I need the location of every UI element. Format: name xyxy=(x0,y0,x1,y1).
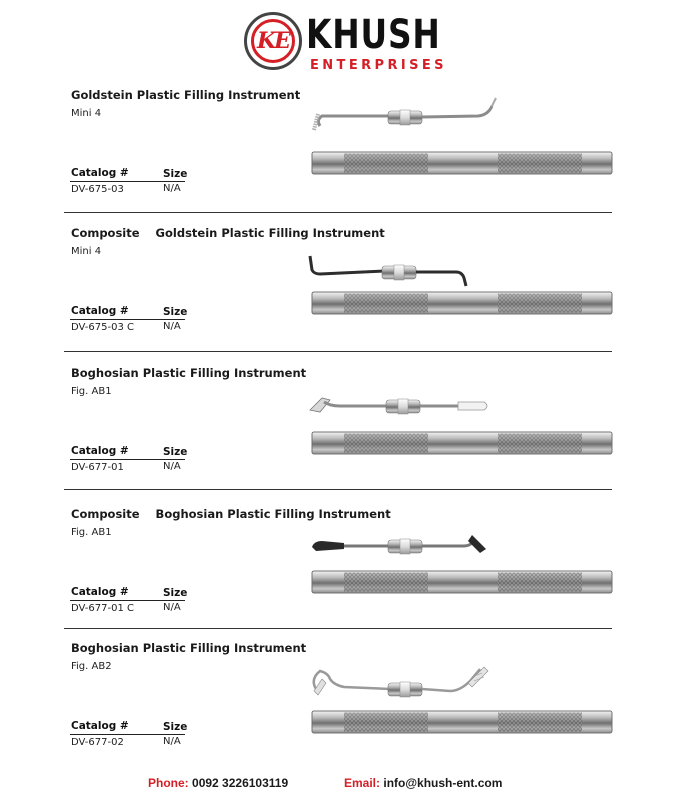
product-title: Boghosian Plastic Filling Instrument xyxy=(71,641,307,655)
instrument-image xyxy=(300,248,620,328)
catalog-label: Catalog # xyxy=(71,167,129,179)
catalog-rule xyxy=(70,600,185,601)
size-value: N/A xyxy=(163,736,181,747)
catalog-rule xyxy=(70,734,185,735)
catalog-rule xyxy=(70,181,185,182)
phone-label: Phone: xyxy=(148,776,189,790)
size-label: Size xyxy=(163,168,188,180)
section-divider xyxy=(64,212,612,213)
product-subtitle: Fig. AB1 xyxy=(71,386,112,397)
product-subtitle: Mini 4 xyxy=(71,108,102,119)
catalog-number: DV-675-03 C xyxy=(71,322,134,333)
size-label: Size xyxy=(163,587,188,599)
section-divider xyxy=(64,628,612,629)
footer-phone xyxy=(148,776,288,790)
catalog-number: DV-675-03 xyxy=(71,184,124,195)
catalog-label: Catalog # xyxy=(71,720,129,732)
size-label: Size xyxy=(163,721,188,733)
instrument-image xyxy=(300,392,620,468)
footer-email xyxy=(344,776,502,790)
brand-name: KHUSH xyxy=(306,12,441,58)
catalog-label: Catalog # xyxy=(71,445,129,457)
product-title: Composite Boghosian Plastic Filling Instrument xyxy=(71,507,391,521)
catalog-rule xyxy=(70,319,185,320)
logo-initials: KE xyxy=(251,19,295,63)
email-address[interactable]: info@khush-ent.com xyxy=(383,776,503,790)
section-divider xyxy=(64,351,612,352)
product-title: Composite Goldstein Plastic Filling Instrument xyxy=(71,226,385,240)
instrument-image xyxy=(300,529,620,607)
size-label: Size xyxy=(163,446,188,458)
logo-badge xyxy=(244,12,302,70)
catalog-number: DV-677-01 xyxy=(71,462,124,473)
brand-subtitle: ENTERPRISES xyxy=(310,58,447,73)
phone-number: 0092 3226103119 xyxy=(192,776,289,790)
instrument-image xyxy=(300,96,620,188)
company-logo xyxy=(242,12,457,78)
size-value: N/A xyxy=(163,461,181,472)
product-title: Goldstein Plastic Filling Instrument xyxy=(71,88,301,102)
email-label: Email: xyxy=(344,776,381,790)
product-subtitle: Fig. AB1 xyxy=(71,527,112,538)
section-divider xyxy=(64,489,612,490)
size-value: N/A xyxy=(163,183,181,194)
catalog-number: DV-677-02 xyxy=(71,737,124,748)
size-label: Size xyxy=(163,306,188,318)
catalog-label: Catalog # xyxy=(71,586,129,598)
instrument-image xyxy=(300,661,620,745)
product-title: Boghosian Plastic Filling Instrument xyxy=(71,366,307,380)
product-subtitle: Mini 4 xyxy=(71,246,102,257)
product-subtitle: Fig. AB2 xyxy=(71,661,112,672)
size-value: N/A xyxy=(163,602,181,613)
catalog-number: DV-677-01 C xyxy=(71,603,134,614)
catalog-label: Catalog # xyxy=(71,305,129,317)
size-value: N/A xyxy=(163,321,181,332)
catalog-rule xyxy=(70,459,185,460)
